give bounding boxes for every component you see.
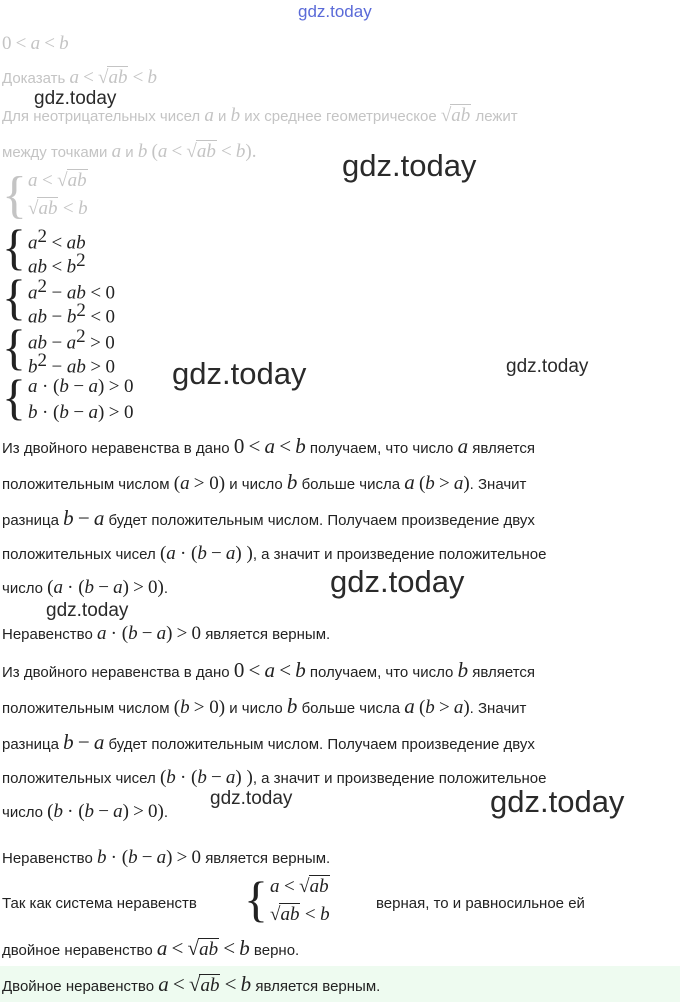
- system-3: { ab − $a^2 > 0$ $b^2$ − ab > 0: [2, 319, 116, 378]
- inline-system: { a < √ab √ab < b: [244, 871, 330, 927]
- watermark-3: gdz.today: [172, 356, 307, 391]
- watermark-5: gdz.today: [330, 564, 465, 599]
- p1-line-5: число (a · (b − a) > 0).: [2, 577, 168, 598]
- watermark-2: gdz.today: [342, 148, 477, 183]
- system-4: { a · (b − a) > 0 b · (b − a) > 0: [2, 369, 134, 425]
- watermark-6: gdz.today: [46, 600, 129, 621]
- prove-statement: Доказать a < √ab < b: [2, 67, 158, 88]
- description-line-2: между точками a и b (a < √ab < b).: [2, 141, 257, 162]
- system-2: { $a^2$ − ab < 0 ab − $b^2 < 0$: [2, 269, 116, 328]
- p1-line-4: положительных чисел (a · (b − a) ), а значит и произведение положительное: [2, 543, 547, 564]
- p2-line-4: положительных чисел (b · (b − a) ), а значит и произведение положительное: [2, 767, 547, 788]
- p1-line-2: положительным числом (a > 0) и число b больше числа a (b > a). Значит: [2, 470, 527, 494]
- p1-line-3: разница b − a будет положительным числом. Получаем произведение двух: [2, 506, 535, 530]
- faded-system: { a < √ab √ab < b: [2, 167, 88, 224]
- p2-line-5: число (b · (b − a) > 0).: [2, 801, 168, 822]
- watermark-1: gdz.today: [34, 88, 117, 109]
- given-condition: 0 < a < b: [2, 33, 69, 54]
- watermark-4: gdz.today: [506, 356, 589, 377]
- p2-result: Неравенство b · (b − a) > 0 является верным.: [2, 847, 331, 868]
- system-conclusion-tail: верная, то и равносильное ей: [376, 895, 585, 912]
- description-line-1: Для неотрицательных чисел a и b их среднее геометрическое √ab лежит: [2, 105, 518, 126]
- watermark-8: gdz.today: [490, 784, 625, 819]
- p1-line-1: Из двойного неравенства в дано 0 < a < b получаем, что число a является: [2, 434, 536, 458]
- system-1: { $a^2$ < ab ab < $b^2$: [2, 219, 86, 278]
- p2-line-2: положительным числом (b > 0) и число b больше числа a (b > a). Значит: [2, 694, 527, 718]
- final-answer: Двойное неравенство a < √ab < b является верным.: [2, 972, 381, 996]
- p2-line-3: разница b − a будет положительным числом. Получаем произведение двух: [2, 730, 535, 754]
- p1-result: Неравенство a · (b − a) > 0 является верным.: [2, 623, 331, 644]
- system-conclusion-text: Так как система неравенств: [2, 895, 197, 912]
- watermark-7: gdz.today: [210, 788, 293, 809]
- double-inequality-line: двойное неравенство a < √ab < b верно.: [2, 936, 300, 960]
- p2-line-1: Из двойного неравенства в дано 0 < a < b получаем, что число b является: [2, 658, 536, 682]
- watermark-top: gdz.today: [298, 2, 372, 21]
